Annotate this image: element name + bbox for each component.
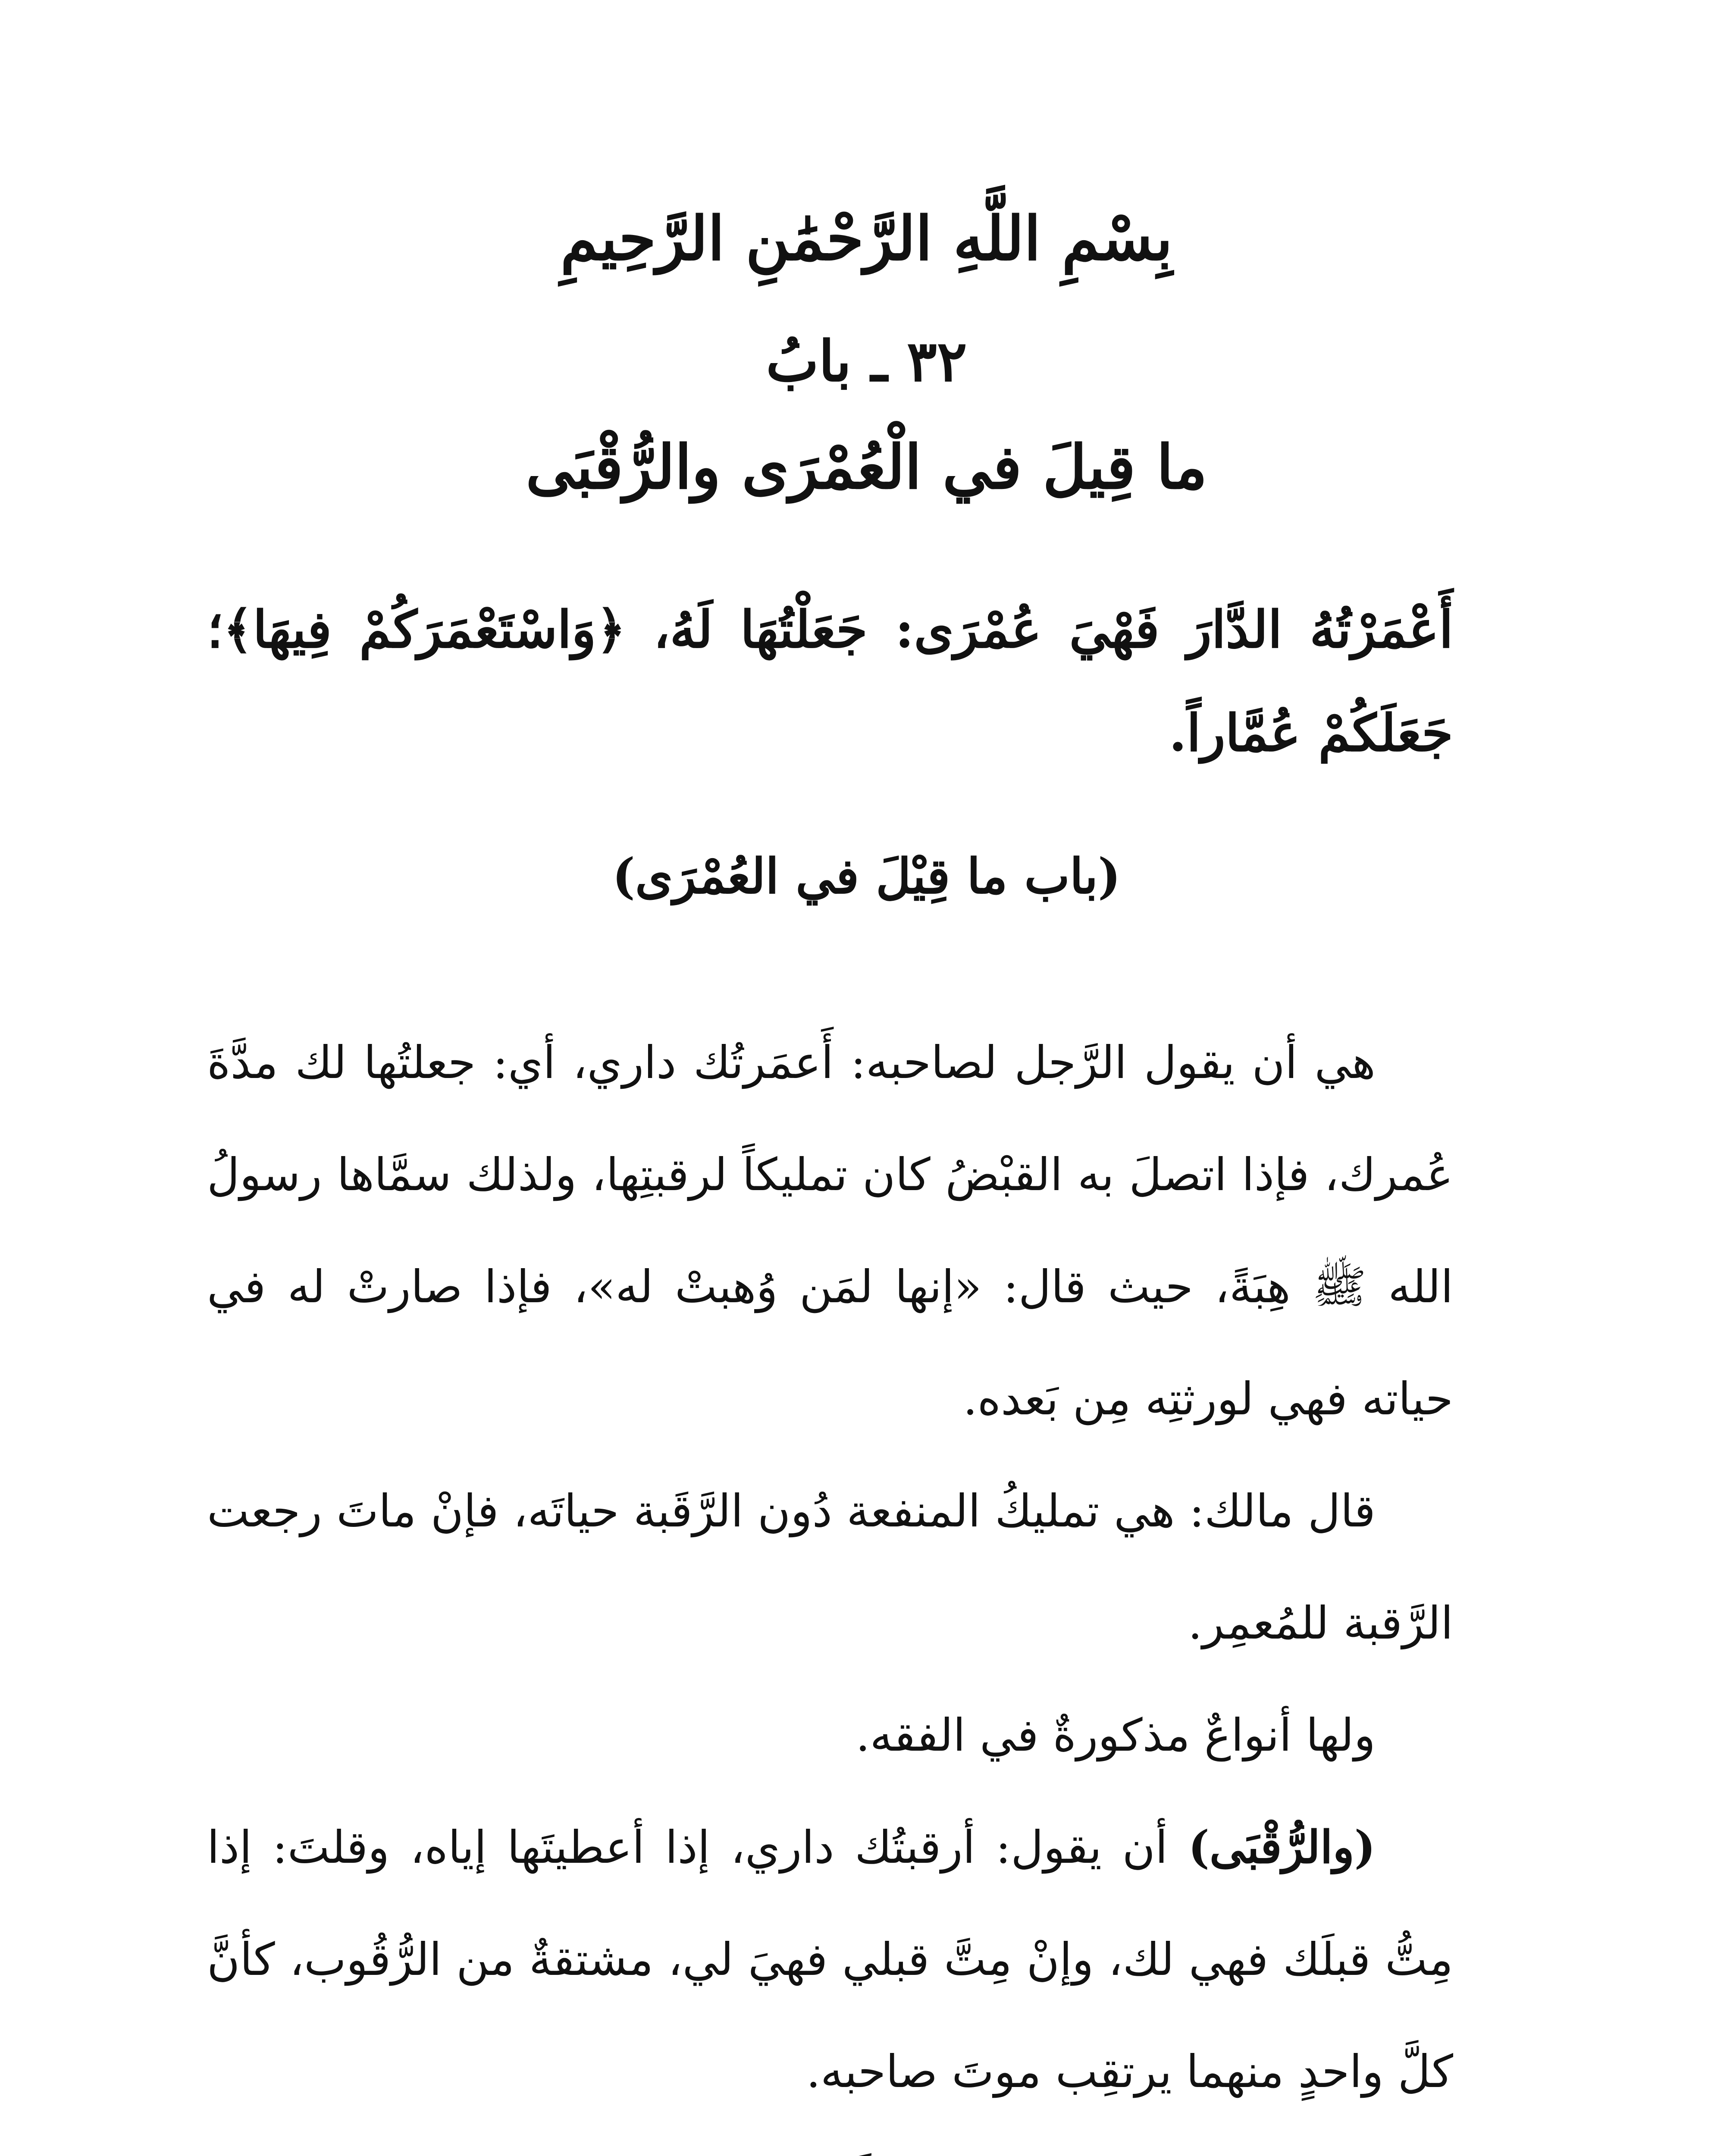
quran-quote: ﴿وَاسْتَعْمَرَكُمْ فِيهَا﴾	[223, 599, 626, 659]
commentary-heading: (باب ما قِيْلَ في العُمْرَى)	[612, 848, 1121, 905]
commentary-paragraph: هي أن يقول الرَّجل لصاحبه: أَعمَرتُك داري، أي: جعلتُها لك مدَّةَ عُمرك، فإذا اتصلَ به القبْضُ كان تمليكاً لرقبتِها، ولذلك سمَّاها رسولُ الله ﷺ هِبَةً، حيث قال: «إنها لمَن وُهبتْ له»، فإذا صارتْ له في حياته فهي لورثتِه مِن بَعده.	[207, 1036, 1454, 1425]
commentary-paragraph: قال مالك: هي تمليكُ المنفعة دُون الرَّقَبة حياتَه، فإنْ ماتَ رجعت الرَّقبة للمُعمِر.	[207, 1485, 1453, 1649]
commentary-paragraph: ولها أنواعٌ مذكورةٌ في الفقه.	[856, 1709, 1376, 1761]
commentary-paragraph	[207, 2128, 1453, 2156]
chapter-title: ما قِيلَ في الْعُمْرَى والرُّقْبَى	[526, 432, 1207, 503]
chapter-number: ٣٢ ـ بابُ	[766, 328, 967, 394]
source-text-part-1: أَعْمَرْتُهُ الدَّارَ فَهْيَ عُمْرَى: جَعَلْتُهَا لَهُ،	[626, 599, 1453, 659]
paragraph-body: أن يقول: أرقبتُك داري، إذا أعطيتَها إياه، وقلتَ: إذا مِتُّ قبلَك فهي لك، وإنْ مِتَّ قبلي فهيَ لي، مشتقةٌ من الرُّقُوب، كأنَّ كلَّ واحدٍ منهما يرتقِب موتَ صاحبه.	[207, 1821, 1453, 2098]
basmala: بِسْمِ اللَّهِ الرَّحْمَٰنِ الرَّحِيمِ	[560, 204, 1173, 274]
source-text-part-2: ؛ جَعَلَكُمْ عُمَّاراً.	[207, 599, 1453, 763]
term-lead: (والرُّقْبَى)	[1188, 1821, 1376, 1874]
source-text	[207, 578, 1453, 785]
commentary-paragraph	[207, 1791, 1453, 2128]
